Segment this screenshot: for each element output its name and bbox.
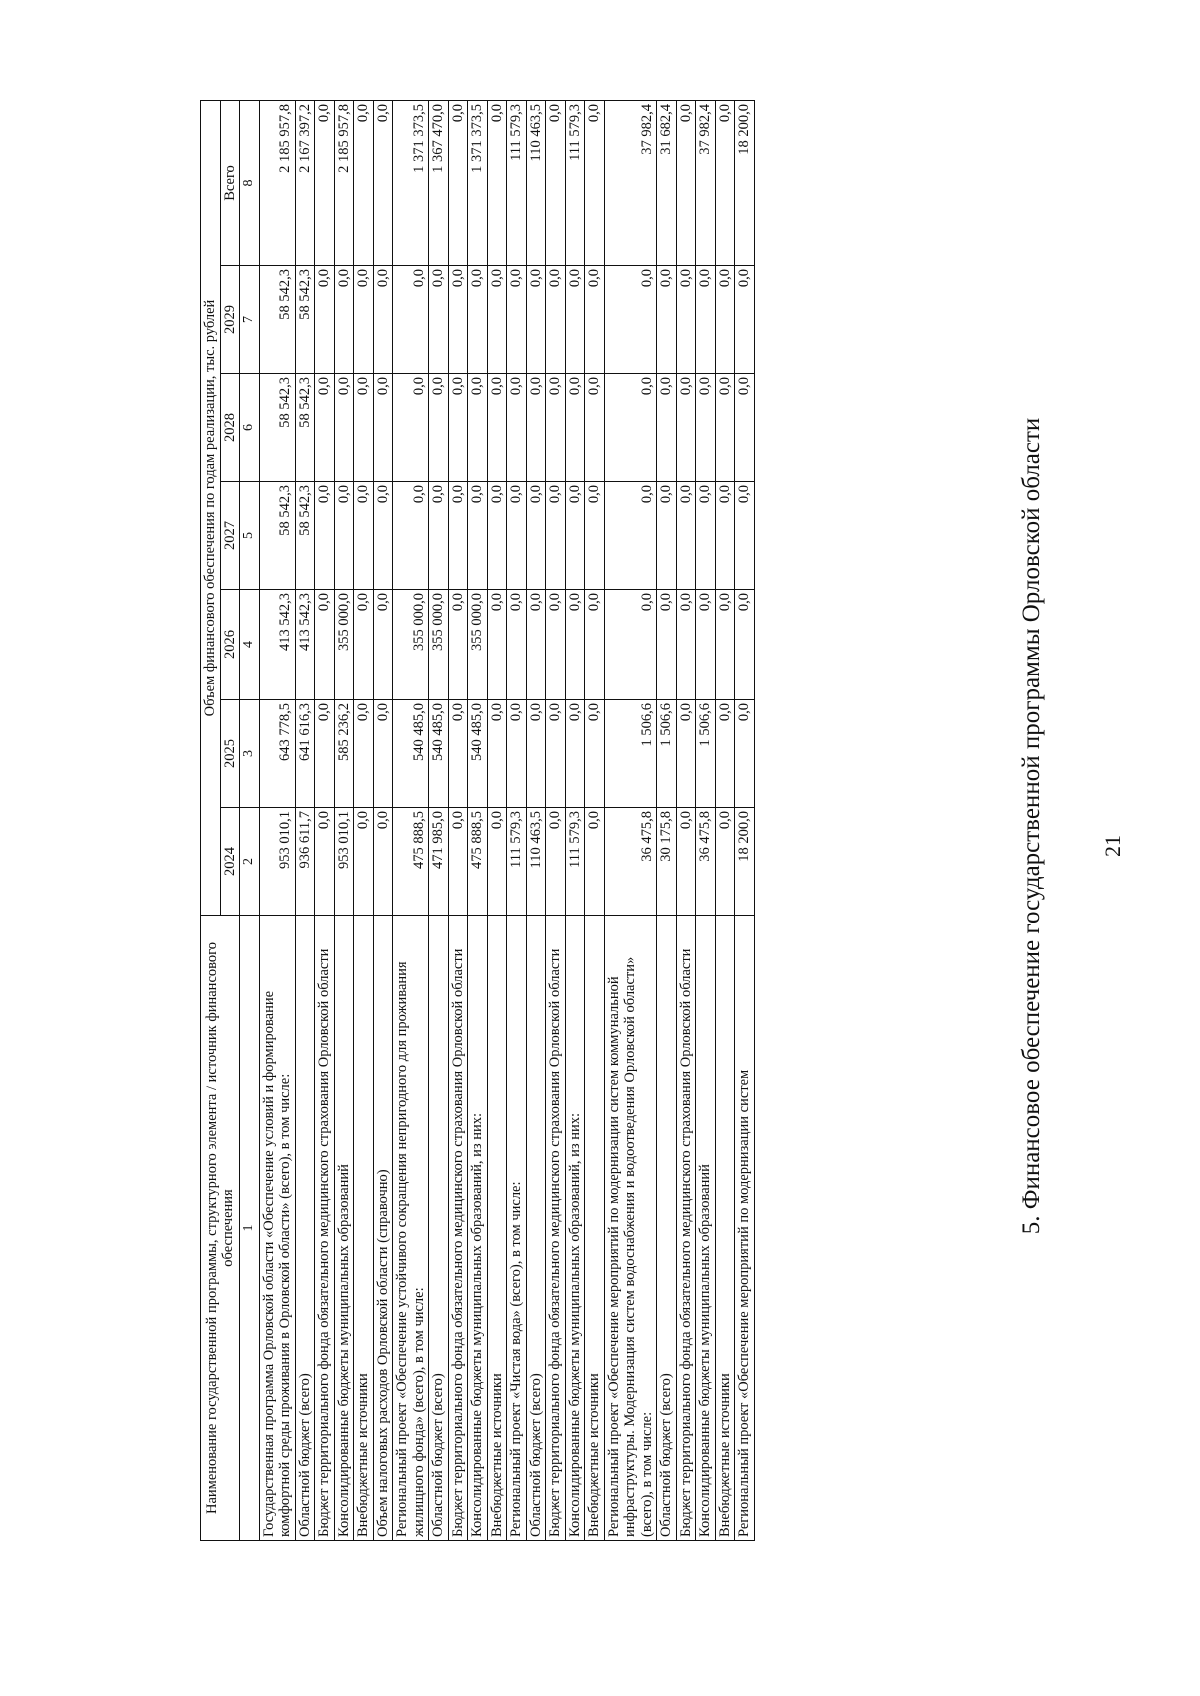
row-label: Внебюджетные источники <box>585 916 605 1541</box>
row-value: 0,0 <box>546 100 566 265</box>
row-value: 0,0 <box>735 700 755 808</box>
row-label: Консолидированные бюджеты муниципальных образований, из них: <box>565 916 585 1541</box>
row-value: 0,0 <box>487 266 507 374</box>
row-value: 0,0 <box>334 374 354 482</box>
table-row <box>468 100 488 1540</box>
row-value: 0,0 <box>393 374 429 482</box>
row-value: 0,0 <box>715 808 735 916</box>
row-value: 413 542,3 <box>259 590 295 700</box>
table-row <box>696 100 716 1540</box>
row-value: 0,0 <box>393 482 429 590</box>
row-value: 413 542,3 <box>295 590 315 700</box>
row-value: 0,0 <box>315 700 335 808</box>
row-value: 0,0 <box>373 482 393 590</box>
header-year-5: 2029 <box>220 266 240 374</box>
financing-table-container <box>200 101 1005 1541</box>
row-value: 0,0 <box>315 100 335 265</box>
table-row <box>315 100 335 1540</box>
row-value: 0,0 <box>715 374 735 482</box>
row-value: 1 371 373,5 <box>393 100 429 265</box>
header-row-group <box>201 100 221 1540</box>
row-value: 0,0 <box>373 100 393 265</box>
table-row <box>429 100 449 1540</box>
row-value: 540 485,0 <box>429 700 449 808</box>
row-value: 0,0 <box>604 482 657 590</box>
row-value: 0,0 <box>393 266 429 374</box>
row-value: 0,0 <box>526 482 546 590</box>
row-label: Региональный проект «Чистая вода» (всего), в том числе: <box>507 916 527 1541</box>
header-year-2: 2026 <box>220 590 240 700</box>
row-value: 2 167 397,2 <box>295 100 315 265</box>
table-row <box>393 100 429 1540</box>
row-value: 0,0 <box>354 700 374 808</box>
row-value: 0,0 <box>657 482 677 590</box>
row-value: 0,0 <box>715 266 735 374</box>
row-value: 0,0 <box>696 266 716 374</box>
row-value: 58 542,3 <box>259 266 295 374</box>
row-label: Внебюджетные источники <box>487 916 507 1541</box>
table-row <box>676 100 696 1540</box>
row-label: Региональный проект «Обеспечение устойчивого сокращения непригодного для проживания жилищного фонда» (всего), в том числе: <box>393 916 429 1541</box>
row-value: 0,0 <box>487 100 507 265</box>
table-row <box>448 100 468 1540</box>
row-value: 1 506,6 <box>696 700 716 808</box>
row-value: 0,0 <box>546 374 566 482</box>
row-value: 0,0 <box>676 374 696 482</box>
row-value: 0,0 <box>676 590 696 700</box>
row-value: 953 010,1 <box>259 808 295 916</box>
row-value: 0,0 <box>604 374 657 482</box>
row-value: 0,0 <box>546 700 566 808</box>
row-value: 0,0 <box>526 266 546 374</box>
row-value: 0,0 <box>676 482 696 590</box>
row-value: 0,0 <box>696 590 716 700</box>
row-value: 0,0 <box>468 374 488 482</box>
row-value: 0,0 <box>526 700 546 808</box>
row-label: Консолидированные бюджеты муниципальных образований <box>334 916 354 1541</box>
header-year-0: 2024 <box>220 808 240 916</box>
row-value: 0,0 <box>468 482 488 590</box>
row-value: 0,0 <box>487 808 507 916</box>
table-row <box>546 100 566 1540</box>
row-value: 936 611,7 <box>295 808 315 916</box>
row-value: 0,0 <box>585 374 605 482</box>
row-value: 0,0 <box>507 266 527 374</box>
row-value: 2 185 957,8 <box>334 100 354 265</box>
row-value: 0,0 <box>676 808 696 916</box>
row-value: 643 778,5 <box>259 700 295 808</box>
row-value: 0,0 <box>354 374 374 482</box>
row-value: 0,0 <box>448 808 468 916</box>
header-row-indices <box>240 100 260 1540</box>
header-year-4: 2028 <box>220 374 240 482</box>
row-value: 0,0 <box>715 590 735 700</box>
row-value: 0,0 <box>604 266 657 374</box>
row-label: Консолидированные бюджеты муниципальных образований, из них: <box>468 916 488 1541</box>
row-value: 0,0 <box>448 700 468 808</box>
row-value: 0,0 <box>735 266 755 374</box>
row-value: 0,0 <box>657 266 677 374</box>
row-value: 540 485,0 <box>393 700 429 808</box>
table-row <box>735 100 755 1540</box>
row-value: 0,0 <box>735 590 755 700</box>
row-value: 58 542,3 <box>259 482 295 590</box>
header-index-2: 3 <box>240 700 260 808</box>
row-value: 0,0 <box>487 374 507 482</box>
row-label: Бюджет территориального фонда обязательного медицинского страхования Орловской области <box>676 916 696 1541</box>
row-value: 0,0 <box>487 700 507 808</box>
row-value: 0,0 <box>429 374 449 482</box>
row-value: 0,0 <box>715 700 735 808</box>
row-label: Государственная программа Орловской области «Обеспечение условий и формирование комфортной среды проживания в Орловской области» (всего), в том числе: <box>259 916 295 1541</box>
row-value: 0,0 <box>373 700 393 808</box>
table-row <box>373 100 393 1540</box>
row-value: 355 000,0 <box>468 590 488 700</box>
row-label: Консолидированные бюджеты муниципальных образований <box>696 916 716 1541</box>
header-index-5: 6 <box>240 374 260 482</box>
row-label: Региональный проект «Обеспечение мероприятий по модернизации систем <box>735 916 755 1541</box>
row-value: 0,0 <box>715 100 735 265</box>
row-value: 0,0 <box>487 482 507 590</box>
row-value: 0,0 <box>676 266 696 374</box>
row-value: 0,0 <box>448 482 468 590</box>
row-value: 31 682,4 <box>657 100 677 265</box>
row-value: 2 185 957,8 <box>259 100 295 265</box>
table-row <box>526 100 546 1540</box>
row-value: 0,0 <box>585 266 605 374</box>
row-label: Областной бюджет (всего) <box>429 916 449 1541</box>
row-value: 0,0 <box>546 590 566 700</box>
table-row <box>259 100 295 1540</box>
row-value: 0,0 <box>354 482 374 590</box>
row-value: 0,0 <box>676 100 696 265</box>
header-year-3: 2027 <box>220 482 240 590</box>
row-value: 475 888,5 <box>393 808 429 916</box>
row-label: Бюджет территориального фонда обязательного медицинского страхования Орловской области <box>448 916 468 1541</box>
row-value: 58 542,3 <box>259 374 295 482</box>
row-value: 110 463,5 <box>526 808 546 916</box>
row-value: 0,0 <box>585 482 605 590</box>
row-value: 355 000,0 <box>334 590 354 700</box>
row-value: 1 367 470,0 <box>429 100 449 265</box>
row-value: 0,0 <box>373 808 393 916</box>
table-row <box>657 100 677 1540</box>
row-value: 0,0 <box>604 590 657 700</box>
document-title: 5. Финансовое обеспечение государственной программы Орловской области <box>1018 417 1045 1235</box>
row-value: 355 000,0 <box>393 590 429 700</box>
row-value: 0,0 <box>715 482 735 590</box>
table-row <box>715 100 735 1540</box>
row-value: 0,0 <box>315 808 335 916</box>
row-value: 0,0 <box>585 590 605 700</box>
row-value: 0,0 <box>526 590 546 700</box>
table-row <box>334 100 354 1540</box>
row-value: 0,0 <box>334 482 354 590</box>
row-label: Областной бюджет (всего) <box>295 916 315 1541</box>
row-value: 111 579,3 <box>507 100 527 265</box>
row-value: 0,0 <box>546 808 566 916</box>
row-label: Внебюджетные источники <box>715 916 735 1541</box>
row-value: 0,0 <box>334 266 354 374</box>
row-value: 0,0 <box>448 100 468 265</box>
row-value: 0,0 <box>354 808 374 916</box>
row-value: 0,0 <box>676 700 696 808</box>
row-value: 18 200,0 <box>735 100 755 265</box>
table-row <box>565 100 585 1540</box>
row-value: 540 485,0 <box>468 700 488 808</box>
table-body <box>259 100 754 1540</box>
row-value: 471 985,0 <box>429 808 449 916</box>
row-value: 0,0 <box>565 700 585 808</box>
row-value: 0,0 <box>448 590 468 700</box>
table-row <box>585 100 605 1540</box>
header-index-3: 4 <box>240 590 260 700</box>
row-value: 0,0 <box>448 266 468 374</box>
row-value: 0,0 <box>585 808 605 916</box>
row-value: 0,0 <box>507 482 527 590</box>
row-value: 111 579,3 <box>565 808 585 916</box>
row-value: 0,0 <box>657 590 677 700</box>
row-value: 0,0 <box>657 374 677 482</box>
row-value: 0,0 <box>315 266 335 374</box>
row-value: 0,0 <box>735 374 755 482</box>
row-label: Областной бюджет (всего) <box>526 916 546 1541</box>
row-label: Областной бюджет (всего) <box>657 916 677 1541</box>
row-value: 1 506,6 <box>604 700 657 808</box>
row-value: 0,0 <box>315 374 335 482</box>
row-label: Бюджет территориального фонда обязательного медицинского страхования Орловской области <box>546 916 566 1541</box>
row-value: 0,0 <box>507 374 527 482</box>
header-group: Объем финансового обеспечения по годам реализации, тыс. рублей <box>201 100 221 915</box>
row-value: 36 475,8 <box>604 808 657 916</box>
row-value: 18 200,0 <box>735 808 755 916</box>
row-label: Объем налоговых расходов Орловской области (справочно) <box>373 916 393 1541</box>
header-name-column: Наименование государственной программы, структурного элемента / источник финансового обеспечения <box>201 916 240 1541</box>
header-index-4: 5 <box>240 482 260 590</box>
row-label: Региональный проект «Обеспечение мероприятий по модернизации систем коммунальной инфраструктуры. Модернизация систем водоснабжения и водоотведения Орловской области» (всего), в том числе: <box>604 916 657 1541</box>
row-label: Внебюджетные источники <box>354 916 374 1541</box>
row-value: 111 579,3 <box>507 808 527 916</box>
row-value: 0,0 <box>373 374 393 482</box>
row-value: 0,0 <box>696 482 716 590</box>
row-value: 355 000,0 <box>429 590 449 700</box>
row-value: 0,0 <box>354 590 374 700</box>
row-value: 0,0 <box>546 266 566 374</box>
row-value: 0,0 <box>585 100 605 265</box>
row-value: 110 463,5 <box>526 100 546 265</box>
row-value: 0,0 <box>448 374 468 482</box>
table-row <box>507 100 527 1540</box>
row-value: 0,0 <box>487 590 507 700</box>
row-value: 58 542,3 <box>295 482 315 590</box>
row-value: 0,0 <box>468 266 488 374</box>
header-index-6: 7 <box>240 266 260 374</box>
row-value: 36 475,8 <box>696 808 716 916</box>
row-value: 1 506,6 <box>657 700 677 808</box>
row-value: 111 579,3 <box>565 100 585 265</box>
row-value: 0,0 <box>373 266 393 374</box>
row-value: 475 888,5 <box>468 808 488 916</box>
row-value: 641 616,3 <box>295 700 315 808</box>
row-value: 1 371 373,5 <box>468 100 488 265</box>
row-value: 0,0 <box>565 590 585 700</box>
header-index-7: 8 <box>240 100 260 265</box>
table-row <box>604 100 657 1540</box>
header-index-1: 2 <box>240 808 260 916</box>
row-label: Бюджет территориального фонда обязательного медицинского страхования Орловской области <box>315 916 335 1541</box>
table-row <box>354 100 374 1540</box>
page-number: 21 <box>1100 835 1125 857</box>
row-value: 0,0 <box>546 482 566 590</box>
row-value: 953 010,1 <box>334 808 354 916</box>
row-value: 0,0 <box>354 100 374 265</box>
row-value: 58 542,3 <box>295 266 315 374</box>
row-value: 30 175,8 <box>657 808 677 916</box>
row-value: 37 982,4 <box>696 100 716 265</box>
row-value: 0,0 <box>507 590 527 700</box>
row-value: 585 236,2 <box>334 700 354 808</box>
row-value: 0,0 <box>735 482 755 590</box>
row-value: 0,0 <box>429 266 449 374</box>
row-value: 0,0 <box>507 700 527 808</box>
row-value: 0,0 <box>565 482 585 590</box>
row-value: 0,0 <box>315 590 335 700</box>
row-value: 0,0 <box>429 482 449 590</box>
header-index-0: 1 <box>240 916 260 1541</box>
header-year-1: 2025 <box>220 700 240 808</box>
row-value: 0,0 <box>565 266 585 374</box>
financing-table <box>200 100 755 1541</box>
row-value: 0,0 <box>354 266 374 374</box>
row-value: 0,0 <box>696 374 716 482</box>
row-value: 0,0 <box>585 700 605 808</box>
header-year-6: Всего <box>220 100 240 265</box>
row-value: 58 542,3 <box>295 374 315 482</box>
table-row <box>487 100 507 1540</box>
row-value: 37 982,4 <box>604 100 657 265</box>
row-value: 0,0 <box>565 374 585 482</box>
table-row <box>295 100 315 1540</box>
row-value: 0,0 <box>526 374 546 482</box>
row-value: 0,0 <box>373 590 393 700</box>
row-value: 0,0 <box>315 482 335 590</box>
